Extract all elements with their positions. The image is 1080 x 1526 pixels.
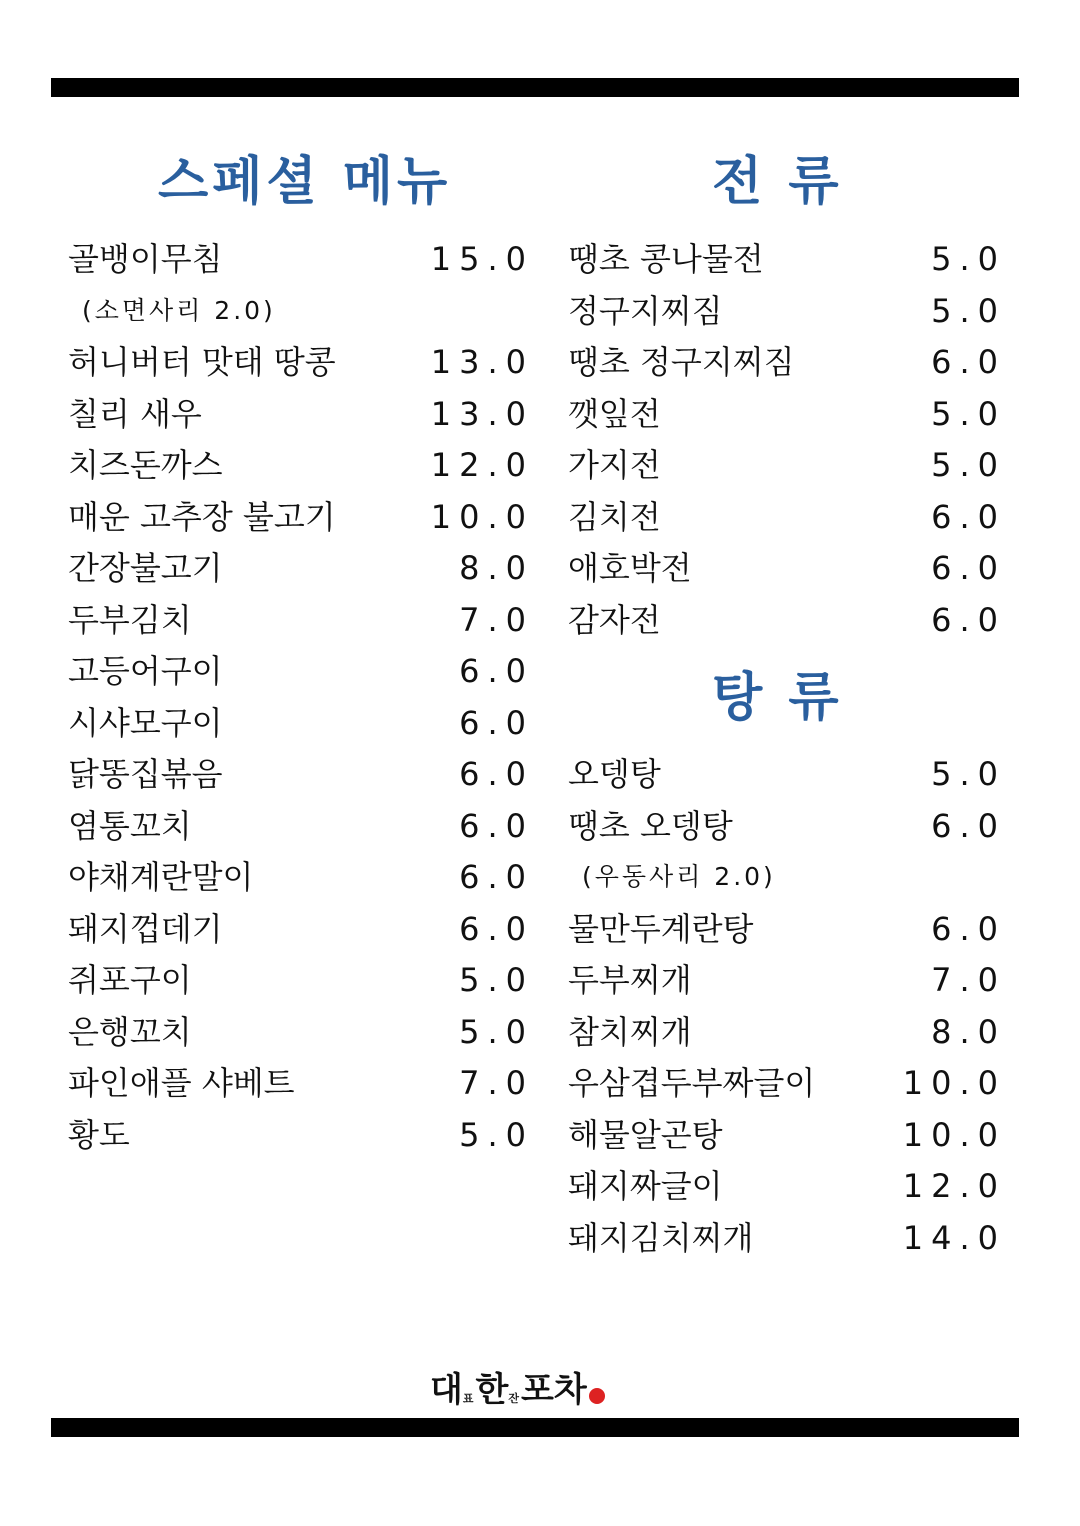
menu-item — [568, 285, 1006, 337]
menu-item-price: 6.0 — [459, 704, 534, 742]
menu-item-name: 야채계란말이 — [68, 858, 254, 896]
menu-item-price: 5.0 — [459, 961, 534, 999]
bottom-border-bar — [51, 1418, 1019, 1437]
menu-item — [68, 954, 534, 1006]
menu-item-name: 애호박전 — [568, 549, 692, 587]
jeon-heading: 전 류 — [712, 152, 843, 212]
menu-item-name: 허니버터 맛태 땅콩 — [68, 343, 336, 381]
menu-item-price: 10.0 — [430, 498, 534, 536]
menu-item — [68, 1057, 534, 1109]
tang-heading: 탕 류 — [712, 668, 843, 728]
menu-item — [568, 1006, 1006, 1058]
menu-item-price: 5.0 — [459, 1116, 534, 1154]
menu-item-name: 해물알곤탕 — [568, 1116, 723, 1154]
menu-item-price: 13.0 — [430, 395, 534, 433]
menu-item-name: 칠리 새우 — [68, 395, 202, 433]
menu-item-name: 간장불고기 — [68, 549, 223, 587]
menu-item-name: 정구지찌짐 — [568, 292, 723, 330]
menu-item — [568, 1057, 1006, 1109]
menu-item-name: 두부김치 — [68, 601, 192, 639]
menu-item-name: 닭똥집볶음 — [68, 755, 223, 793]
menu-item-name: 황도 — [68, 1116, 130, 1154]
brand-logo — [430, 1360, 605, 1410]
menu-item — [68, 491, 534, 543]
menu-item — [568, 336, 1006, 388]
menu-item-name: 치즈돈까스 — [68, 446, 223, 484]
menu-item — [68, 748, 534, 800]
menu-item-price: 5.0 — [459, 1013, 534, 1051]
menu-item-price: 10.0 — [902, 1064, 1006, 1102]
menu-item-name: 땡초 정구지찌짐 — [568, 343, 795, 381]
menu-item-name: 가지전 — [568, 446, 661, 484]
menu-item-price: 6.0 — [459, 807, 534, 845]
menu-item-name: 돼지김치찌개 — [568, 1219, 754, 1257]
menu-item — [68, 1006, 534, 1058]
menu-item-price: 5.0 — [931, 755, 1006, 793]
menu-item-price: 5.0 — [931, 395, 1006, 433]
menu-item-name: 은행꼬치 — [68, 1013, 192, 1051]
menu-item — [568, 1212, 1006, 1264]
menu-item-name: 땡초 오뎅탕 — [568, 807, 733, 845]
menu-item-price: 6.0 — [931, 549, 1006, 587]
logo-small-char: 표 — [462, 1392, 474, 1405]
menu-item-name: 참치찌개 — [568, 1013, 692, 1051]
menu-item — [568, 903, 1006, 955]
logo-char: 포차 — [521, 1370, 587, 1410]
menu-item — [568, 542, 1006, 594]
logo-small-char: 잔 — [508, 1392, 519, 1405]
menu-item-price: 13.0 — [430, 343, 534, 381]
menu-item — [568, 954, 1006, 1006]
menu-item — [68, 233, 534, 285]
menu-item — [568, 748, 1006, 800]
menu-item-price: 6.0 — [931, 343, 1006, 381]
menu-item — [568, 1109, 1006, 1161]
menu-item-name: 땡초 콩나물전 — [568, 240, 764, 278]
menu-item-price: 6.0 — [931, 807, 1006, 845]
menu-item — [568, 1160, 1006, 1212]
menu-item-price: 6.0 — [459, 910, 534, 948]
menu-item — [568, 233, 1006, 285]
menu-item-name: 매운 고추장 불고기 — [68, 498, 336, 536]
menu-item-name: 골뱅이무침 — [68, 240, 223, 278]
menu-item-price: 5.0 — [931, 240, 1006, 278]
menu-item-name: (우동사리 2.0) — [582, 862, 776, 891]
menu-item-price: 7.0 — [931, 961, 1006, 999]
menu-item — [568, 439, 1006, 491]
menu-item — [68, 439, 534, 491]
menu-item-price: 6.0 — [459, 652, 534, 690]
menu-item-price: 12.0 — [430, 446, 534, 484]
menu-item-price: 15.0 — [430, 240, 534, 278]
menu-item-name: 김치전 — [568, 498, 661, 536]
menu-item-name: 쥐포구이 — [68, 961, 192, 999]
menu-item-note — [68, 285, 534, 337]
menu-item-price: 8.0 — [931, 1013, 1006, 1051]
seal-icon — [589, 1388, 605, 1404]
menu-item — [568, 800, 1006, 852]
top-border-bar — [51, 78, 1019, 97]
menu-item — [68, 800, 534, 852]
menu-item-price: 6.0 — [931, 601, 1006, 639]
menu-item — [68, 903, 534, 955]
menu-item-name: 감자전 — [568, 601, 661, 639]
menu-item — [68, 1109, 534, 1161]
menu-item-price: 5.0 — [931, 292, 1006, 330]
menu-item — [68, 336, 534, 388]
menu-item-price: 6.0 — [459, 755, 534, 793]
menu-item-name: 고등어구이 — [68, 652, 223, 690]
logo-char: 한 — [475, 1370, 509, 1410]
menu-item-name: 두부찌개 — [568, 961, 692, 999]
menu-item-name: 돼지껍데기 — [68, 910, 223, 948]
logo-char: 대 — [430, 1370, 463, 1410]
menu-item-name: 염통꼬치 — [68, 807, 192, 845]
menu-item-price: 12.0 — [902, 1167, 1006, 1205]
menu-item-price: 10.0 — [902, 1116, 1006, 1154]
menu-item — [68, 594, 534, 646]
menu-item — [568, 594, 1006, 646]
menu-item — [568, 491, 1006, 543]
menu-item-name: 오뎅탕 — [568, 755, 661, 793]
menu-item-name: 깻잎전 — [568, 395, 661, 433]
special-menu-heading: 스페셜 메뉴 — [158, 152, 452, 212]
menu-item — [68, 542, 534, 594]
menu-item — [68, 851, 534, 903]
menu-item — [68, 388, 534, 440]
menu-item-price: 6.0 — [931, 498, 1006, 536]
menu-item-note — [568, 851, 1006, 903]
menu-item-price: 7.0 — [459, 1064, 534, 1102]
menu-item — [68, 697, 534, 749]
menu-item-price: 8.0 — [459, 549, 534, 587]
menu-item-price: 5.0 — [931, 446, 1006, 484]
menu-item-name: 우삼겹두부짜글이 — [568, 1064, 816, 1102]
menu-item-price: 6.0 — [931, 910, 1006, 948]
menu-item-price: 14.0 — [902, 1219, 1006, 1257]
menu-item-name: 시샤모구이 — [68, 704, 223, 742]
menu-item — [568, 388, 1006, 440]
menu-item — [68, 645, 534, 697]
menu-item-name: 돼지짜글이 — [568, 1167, 723, 1205]
menu-item-name: 파인애플 샤베트 — [68, 1064, 295, 1102]
menu-item-name: 물만두계란탕 — [568, 910, 754, 948]
menu-item-price: 6.0 — [459, 858, 534, 896]
menu-item-name: (소면사리 2.0) — [82, 296, 276, 325]
menu-item-price: 7.0 — [459, 601, 534, 639]
